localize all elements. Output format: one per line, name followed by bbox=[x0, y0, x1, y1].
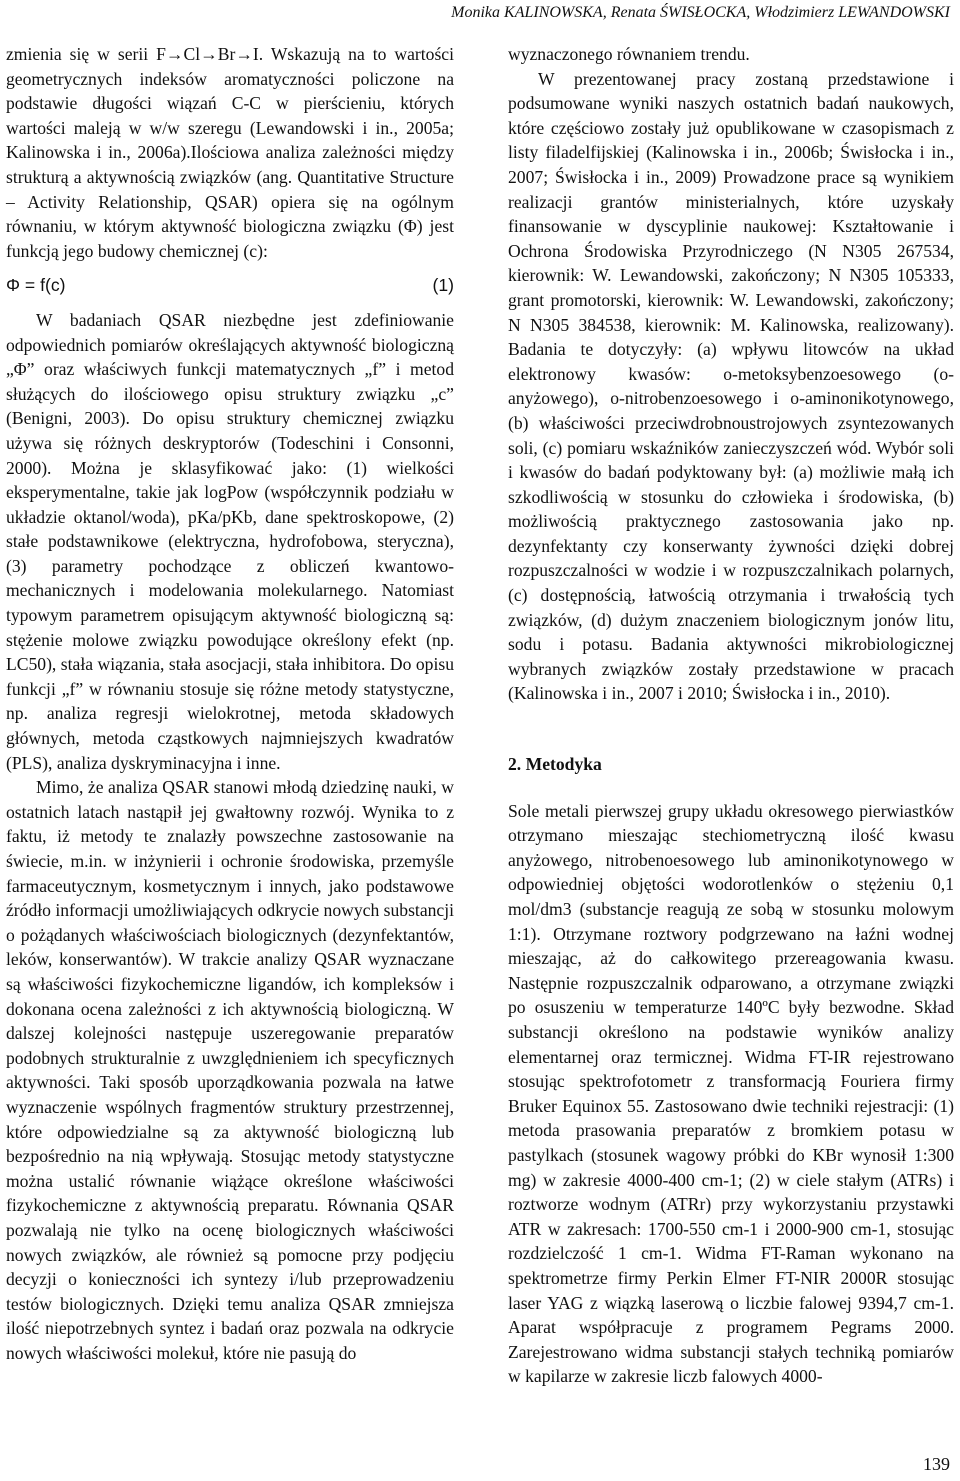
paragraph: Mimo, że analiza QSAR stanowi młodą dziedzinę nauki, w ostatnich latach nastąpił jej gwałtowny rozwój. Wynika to z faktu, iż metody te znalazły powszechne zastosowanie na świecie, m.in. w inżynierii i ochronie środowiska, przemyśle farmaceutycznym, kosmetycznym i innych, jako podstawowe źródło informacji umożliwiających odkrycie nowych substancji o pożądanych właściwościach biologicznych (dezynfektantów, leków, konserwantów). W trakcie analizy QSAR wyznaczane są właściwości fizykochemiczne ligandów, ich kompleksów i dokonana ocena zależności z ich aktywnością biologiczną. W dalszej kolejności następuje uszeregowanie preparatów podobnych strukturalnie z uwzględnieniem ich specyficznych aktywności. Taki sposób uporządkowania pozwala na łatwe wyznaczenie wspólnych fragmentów struktury przestrzennej, które odpowiedzialne są za aktywność biologiczną lub bezpośrednio na nią wpływają. Stosując metody statystyczne można ustalić równanie wiążące określone właściwości fizykochemiczne z aktywnością preparatu. Równania QSAR pozwalają nie tylko na ocenę biologicznych właściwości nowych związków, ale również są pomocne przy podjęciu decyzji o konieczności ich syntezy i/lub przeprowadzeniu testów biologicznych. Dzięki temu analiza QSAR zmniejsza ilość niepotrzebnych syntez i badań oraz pozwala na odkrycie nowych właściwości molekuł, które nie pasują do bbox=[6, 777, 455, 1363]
paragraph: zmienia się w serii F→Cl→Br→I. Wskazują na to wartości geometrycznych indeksów aromatyczności policzone na podstawie długości wiązań C-C w pierścieniu, których wartości maleją w w/w szeregu (Lewandowski i in., 2005a; Kalinowska i in., 2006a).Ilościowa analiza zależności między strukturą a aktywnością związków (ang. Quantitative Structure – Activity Relationship, QSAR) opiera się na ogólnym równaniu, w którym aktywność biologiczna związku (Φ) jest funkcją jego budowy chemicznej (c): bbox=[6, 44, 454, 261]
left-column bbox=[6, 42, 454, 1365]
equation-body: Φ = f(c) bbox=[6, 275, 66, 296]
paragraph: Sole metali pierwszej grupy układu okresowego pierwiastków otrzymano mieszając stechiometryczną ilość kwasu anyżowego, nitrobenoesowego lub aminonikotynowego w odpowiedniej objętości wodorotlenków o stężeniu 0,1 mol/dm3 (substancje reagują ze sobą w stosunku molowym 1:1). Otrzymane roztwory podgrzewano na łaźni wodnej mieszając, aż do całkowitego przereagowania kwasu. Następnie rozpuszczalnik odparowano, a otrzymane związki po osuszeniu w temperaturze 140ºC były bezwodne. Skład substancji określono na podstawie wyników analizy elementarnej oraz termicznej. Widma FT-IR rejestrowano stosując spektrofotometr z transformacją Fouriera firmy Bruker Equinox 55. Zastosowano dwie techniki rejestracji: (1) metoda prasowania preparatów z bromkiem potasu w pastylkach (stosunek wagowy próbki do KBr wynosił 1:300 mg) w zakresie 4000-400 cm-1; (2) w ciele stałym (ATRs) i roztworze wodnym (ATRr) przy wykorzystaniu przystawki ATR w zakresach: 1700-550 cm-1 i 2000-900 cm-1, stosując rozdzielczość 1 cm-1. Widma FT-Raman wykonano na spektrometrze firmy Perkin Elmer FT-NIR 2000R stosując laser YAG z wiązką laserową o liczbie falowej 9394,7 cm-1. Aparat współpracuje z programem Pegrams 2000. Zarejestrowano widma substancji stałych techniką pomiarów w kapilarze w zakresie liczb falowych 4000- bbox=[508, 800, 954, 1387]
equation-number: (1) bbox=[432, 275, 454, 296]
paragraph: W prezentowanej pracy zostaną przedstawione i podsumowane wyniki naszych ostatnich badań naukowych, które częściowo zostały już opublikowane w czasopismach z listy filadelfijskiej (Kalinowska i in., 2006b; Świsłocka i in., 2007; Świsłocka i in., 2009) Prowadzone prace są wynikiem realizacji grantów ministerialnych, które uzyskały finansowanie w dyscyplinie naukowej: Kształtowanie i Ochrona Środowiska Przyrodniczego (N N305 267534, kierownik: W. Lewandowski, zakończony; N N305 105333, grant promotorski, kierownik: W. Lewandowski, zakończony; N N305 384538, kierownik: M. Kalinowska, realizowany). Badania te dotyczyły: (a) wpływu litowców na układ elektronowy kwasów: o-metoksybenzoesowego (o-anyżowego), o-nitrobenzoesowego i o-aminonikotynowego, (b) właściwości przeciwdrobnoustrojowych zsyntezowanych soli, (c) pomiaru wskaźników zanieczyszczeń wód. Wybór soli i kwasów do badań podyktowany był: (a) możliwie małą ich szkodliwością w stosunku do człowieka i środowiska, (b) możliwością praktycznego zastosowania jako np. dezynfektanty czy konserwanty żywności dzięki dobrej rozpuszczalności w wodzie i w rozpuszczalnikach polarnych, (c) dostępnością, łatwością otrzymania i trwałością tych związków, (d) dużym znaczeniem biologicznym jonów litu, sodu i potasu. Badania aktywności mikrobiologicznej wybranych związków zostały przedstawione w pracach (Kalinowska i in., 2007 i 2010; Świsłocka i in., 2010). bbox=[508, 68, 954, 704]
section-heading: 2. Metodyka bbox=[508, 754, 602, 775]
paragraph: W badaniach QSAR niezbędne jest zdefiniowanie odpowiednich pomiarów określających aktywność biologiczną „Φ” oraz właściwych funkcji matematycznych „f” i metod służących do ilościowego opisu struktury związku „c” (Benigni, 2003). Do opisu struktury chemicznej związku używa się różnych deskryptorów (Todeschini i Consonni, 2000). Można je sklasyfikować jako: (1) wielkości eksperymentalne, takie jak logPow (współczynnik podziału w układzie oktanol/woda), pKa/pKb, dane spektroskopowe, (2) stałe podstawnikowe (elektryczna, hydrofobowa, steryczna), (3) parametry pochodzące z obliczeń kwantowo-mechanicznych i modelowania molekularnego. Natomiast typowym parametrem opisującym aktywność biologiczną są: stężenie molowe związku powodujące określony efekt (np. LC50), stała wiązania, stała asocjacji, stała inhibitora. Do opisu funkcji „f” w równaniu stosuje się różne metody statystyczne, np. analiza regresji wielokrotnej, metoda składowych głównych, metoda cząstkowych najmniejszych kwadratów (PLS), analiza dyskryminacyjna i inne. bbox=[6, 309, 454, 773]
right-column bbox=[508, 42, 954, 1389]
paragraph: wyznaczonego równaniem trendu. bbox=[508, 44, 750, 64]
equation bbox=[6, 273, 454, 298]
running-header: Monika KALINOWSKA, Renata ŚWISŁOCKA, Włodzimierz LEWANDOWSKI bbox=[451, 4, 950, 21]
page-number: 139 bbox=[923, 1454, 950, 1474]
